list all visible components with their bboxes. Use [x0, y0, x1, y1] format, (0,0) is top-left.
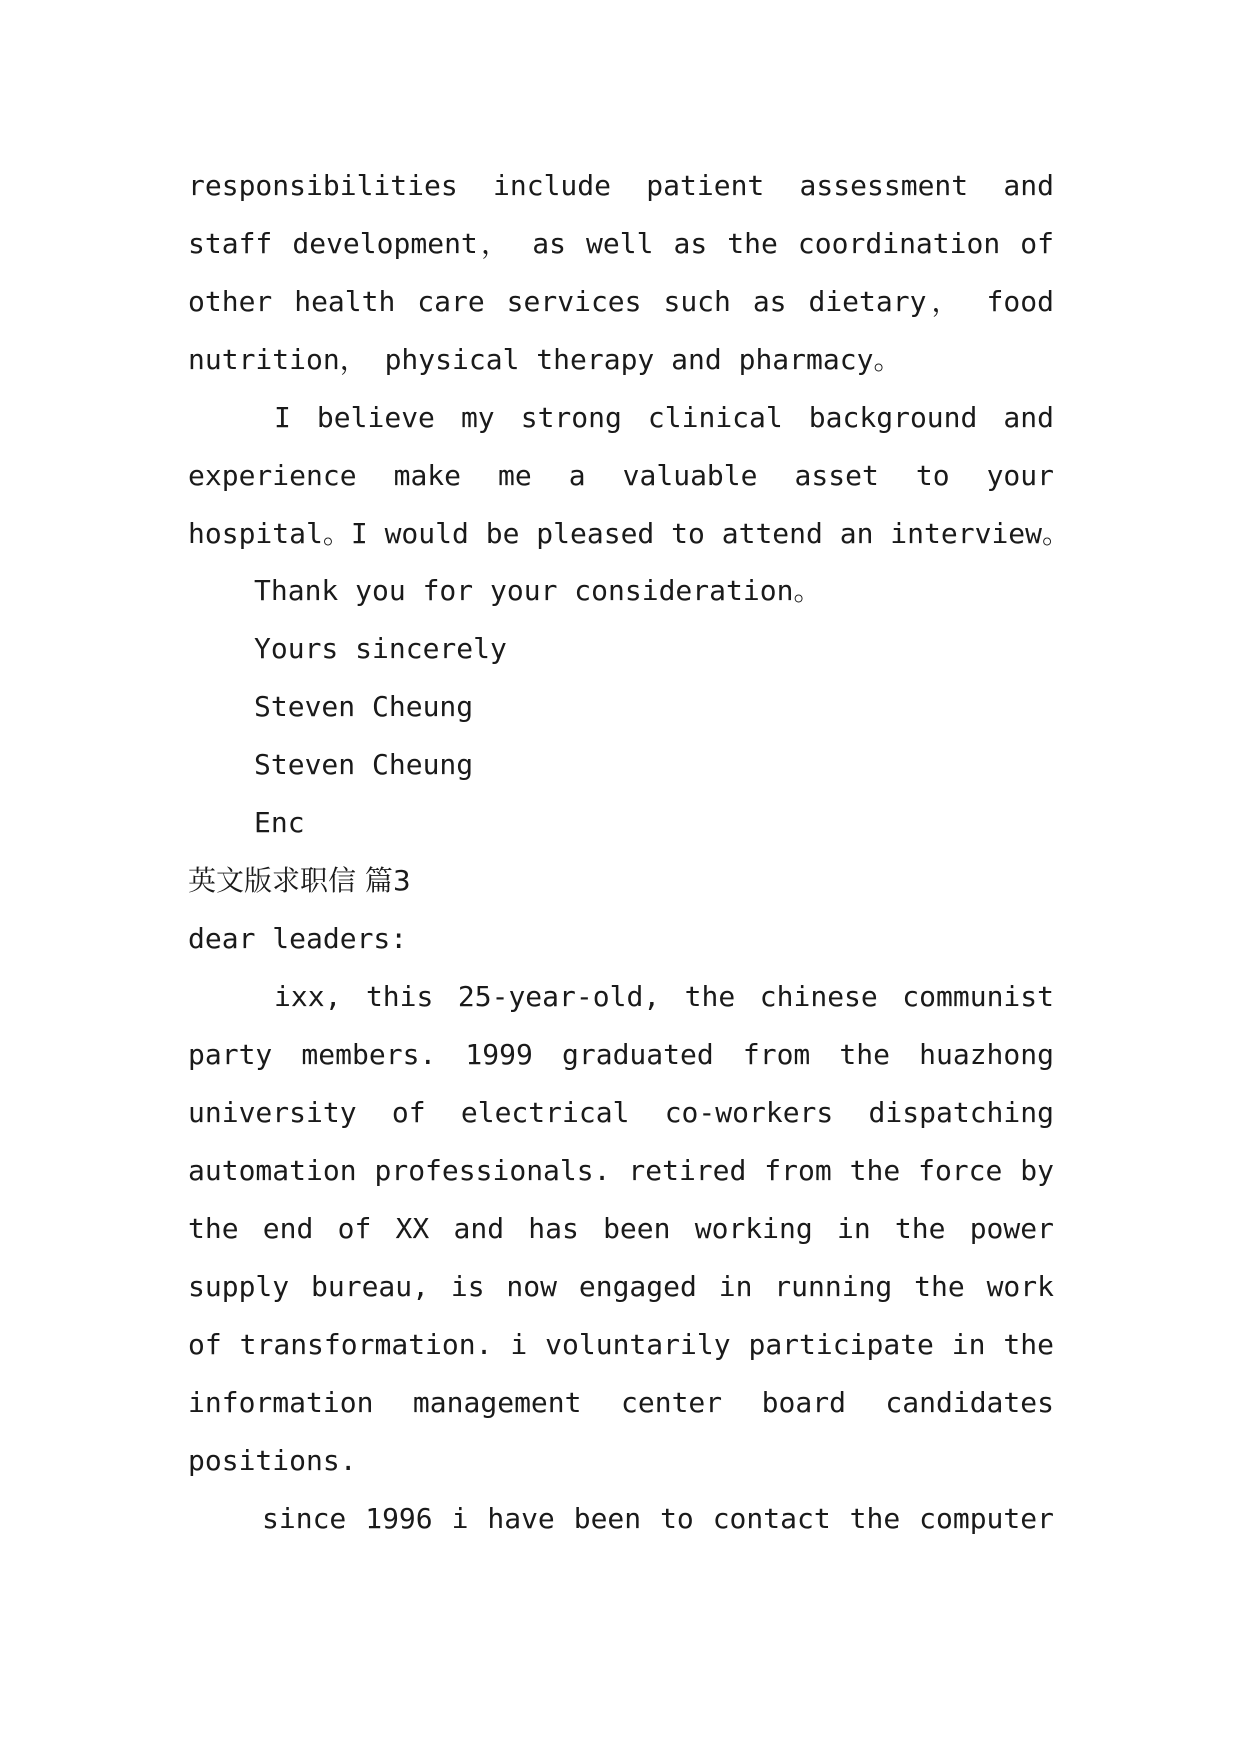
text-line: ixx, this 25-year-old, the chinese communist — [274, 980, 1054, 1013]
section-heading: 英文版求职信 篇3 — [188, 864, 411, 897]
text-line: university of electrical co-workers dispatching — [188, 1096, 1054, 1129]
text-line: automation professionals. retired from the force by — [188, 1154, 1054, 1187]
text-line: information management center board candidates — [188, 1386, 1054, 1419]
text-line: positions. — [188, 1444, 357, 1477]
text-line: party members. 1999 graduated from the huazhong — [188, 1038, 1054, 1071]
text-line: experience make me a valuable asset to your — [188, 459, 1054, 492]
text-line: hospital。I would be pleased to attend an interview。 — [188, 517, 1071, 550]
closing-salutation: Yours sincerely — [254, 632, 507, 665]
closing-thanks: Thank you for your consideration。 — [254, 574, 822, 607]
signature-name: Steven Cheung — [254, 748, 474, 781]
text-line: since 1996 i have been to contact the computer — [262, 1502, 1054, 1535]
text-line: of transformation. i voluntarily participate in the — [188, 1328, 1054, 1361]
signature-name: Steven Cheung — [254, 690, 474, 723]
text-line: nutrition， physical therapy and pharmacy。 — [188, 343, 902, 376]
text-line: I believe my strong clinical background and — [274, 401, 1054, 434]
text-line: other health care services such as dietary， food — [188, 285, 1054, 318]
text-line: supply bureau, is now engaged in running the work — [188, 1270, 1054, 1303]
text-line: the end of XX and has been working in the power — [188, 1212, 1054, 1245]
text-line: staff development， as well as the coordination of — [188, 227, 1054, 260]
enclosure-note: Enc — [254, 806, 305, 839]
text-line: responsibilities include patient assessment and — [188, 169, 1054, 202]
greeting: dear leaders: — [188, 922, 408, 955]
